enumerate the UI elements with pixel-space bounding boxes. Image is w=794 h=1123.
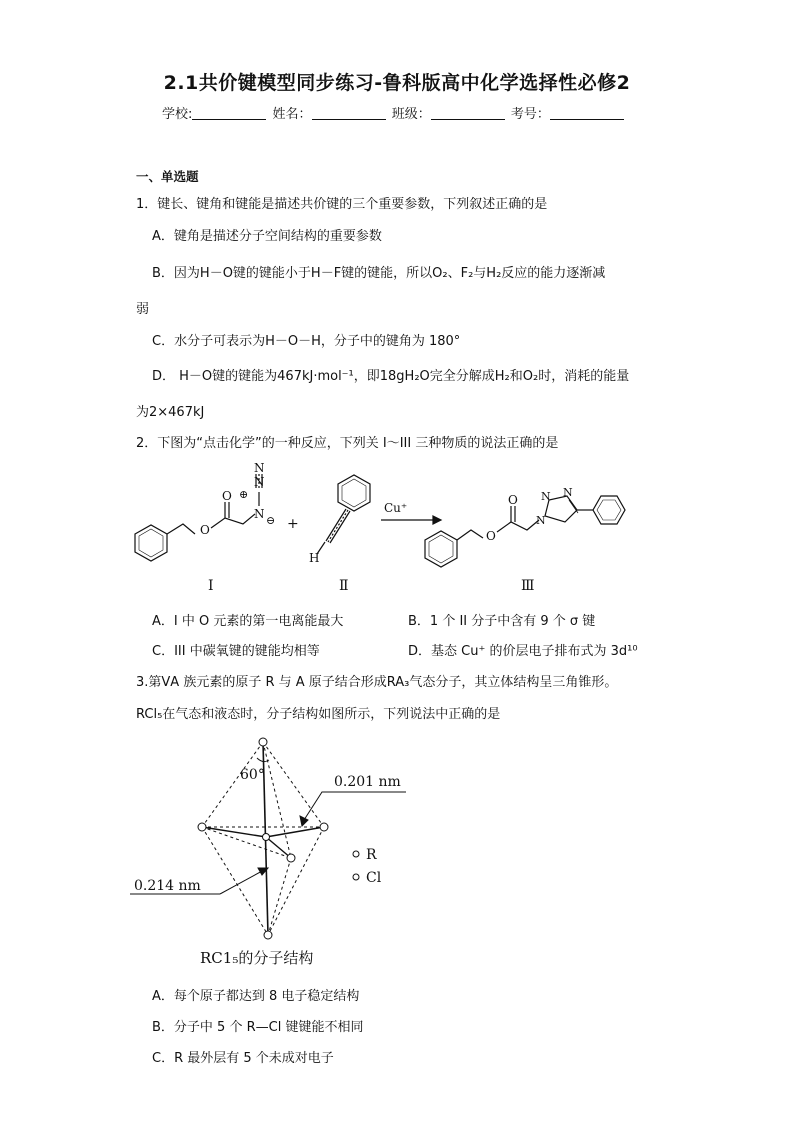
q2-option-a: A．I 中 O 元素的第一电离能最大: [152, 614, 344, 629]
class-blank[interactable]: [431, 107, 505, 120]
q2-option-b: B．1 个 II 分子中含有 9 个 σ 键: [408, 614, 596, 629]
bond-length-equatorial: 0.201 nm: [334, 774, 401, 790]
label-compound-3: Ⅲ: [521, 578, 535, 594]
q3-stem-line1: 3.第ⅤA 族元素的原子 R 与 A 原子结合形成RA₃气态分子，其立体结构呈三角锥形。: [136, 675, 618, 690]
legend-cl-marker: [353, 874, 359, 880]
compound1-n3: N: [254, 462, 265, 475]
bond-length-axial: 0.214 nm: [134, 878, 201, 894]
q3-option-c: C．R 最外层有 5 个未成对电子: [152, 1051, 334, 1066]
compound3-n2: N: [541, 490, 551, 503]
q3-option-b: B．分子中 5 个 R—Cl 键键能不相同: [152, 1020, 364, 1035]
q3-option-a: A．每个原子都达到 8 电子稳定结构: [152, 989, 360, 1004]
plus-charge: ⊕: [239, 488, 249, 501]
compound1-carbonyl-o: O: [222, 489, 232, 503]
compound2-h-atom: H: [309, 551, 320, 565]
cl-atom-left: [198, 823, 206, 831]
compound3-n3: N: [563, 486, 573, 499]
cl-atom-right: [320, 823, 328, 831]
compound1-o-atom: O: [200, 523, 210, 537]
compound3-n1: N: [536, 514, 546, 527]
section-heading: 一、单选题: [136, 169, 199, 184]
q1-option-c: C．水分子可表示为H－O－H，分子中的键角为 180°: [152, 334, 461, 349]
name-label: 姓名：: [272, 107, 312, 122]
compound3-benzene-ring: [425, 531, 457, 567]
figure-caption: RC1₅的分子结构: [200, 949, 314, 967]
compound1-n2: N: [254, 475, 265, 489]
r-atom-center: [263, 834, 270, 841]
label-compound-1: Ⅰ: [208, 578, 214, 594]
compound1-benzene-ring: [135, 525, 167, 561]
compound3-carbonyl-o: O: [508, 493, 518, 507]
q1-option-a: A．键角是描述分子空间结构的重要参数: [152, 229, 382, 244]
cl-atom-bottom: [264, 931, 272, 939]
minus-charge: ⊖: [266, 514, 276, 527]
q1-option-b-line1: B．因为H－O键的键能小于H－F键的键能，所以O₂、F₂与H₂反应的能力逐渐减: [152, 266, 606, 281]
compound3-o-atom: O: [486, 529, 496, 543]
legend-r-label: R: [366, 847, 377, 863]
number-label: 考号：: [510, 107, 550, 122]
q3-stem-line2: RCl₅在气态和液态时，分子结构如图所示，下列说法中正确的是: [136, 707, 501, 722]
class-label: 班级：: [391, 107, 431, 122]
click-chemistry-reaction-figure: [125, 462, 655, 597]
angle-label: 60°: [240, 767, 265, 783]
page-title: 2.1共价键模型同步练习-鲁科版高中化学选择性必修2: [163, 72, 631, 94]
name-blank[interactable]: [312, 107, 386, 120]
compound2-benzene-ring: [338, 475, 370, 511]
number-blank[interactable]: [550, 107, 624, 120]
q1-stem: 1．键长、键角和键能是描述共价键的三个重要参数，下列叙述正确的是: [136, 197, 548, 212]
catalyst-label: Cu⁺: [384, 501, 408, 515]
plus-sign: +: [287, 516, 299, 532]
q2-option-c: C．III 中碳氧键的键能均相等: [152, 644, 320, 659]
cl-atom-front: [287, 854, 295, 862]
school-blank[interactable]: [192, 107, 266, 120]
q1-option-b-line2: 弱: [136, 302, 150, 317]
legend-cl-label: Cl: [366, 870, 382, 886]
school-label: 学校:: [162, 107, 193, 122]
q2-option-d: D．基态 Cu⁺ 的价层电子排布式为 3d¹⁰: [408, 644, 638, 659]
compound1-n1: N: [254, 507, 265, 521]
q2-stem: 2．下图为“点击化学”的一种反应，下列关 I～III 三种物质的说法正确的是: [136, 436, 559, 451]
q1-option-d-line1: D． H－O键的键能为467kJ·mol⁻¹，即18gH₂O完全分解成H₂和O₂时，消耗的能量: [152, 369, 630, 384]
student-info: [162, 103, 626, 122]
q1-option-d-line2: 为2×467kJ: [136, 405, 205, 420]
cl-atom-top: [259, 738, 267, 746]
label-compound-2: Ⅱ: [339, 578, 349, 594]
rcl5-structure-figure: [130, 730, 420, 970]
legend-r-marker: [353, 851, 359, 857]
